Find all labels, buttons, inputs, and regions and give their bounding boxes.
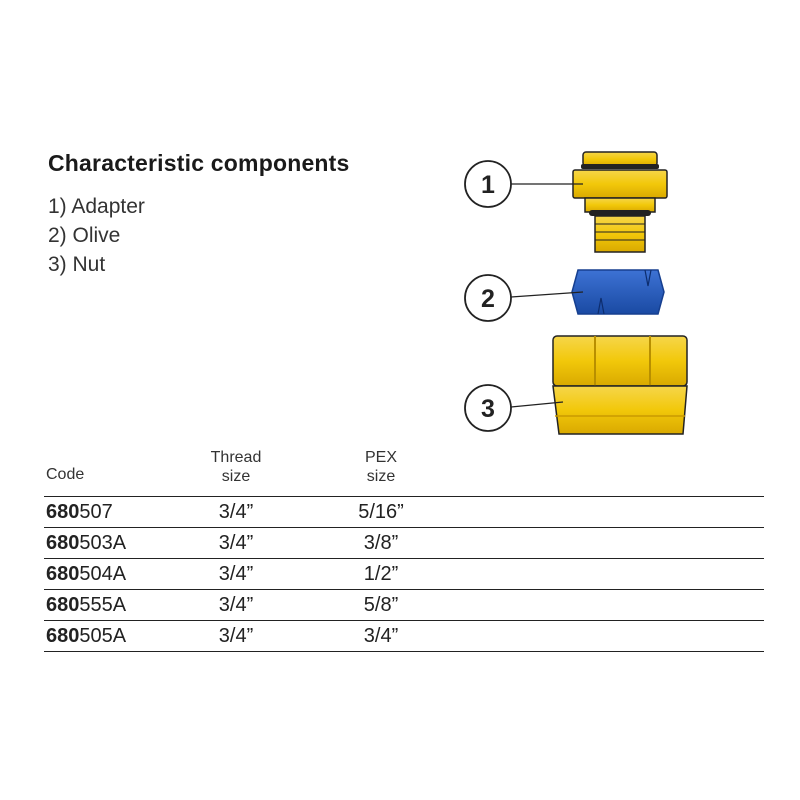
code-suffix: 507 bbox=[79, 501, 113, 523]
component-adapter: 1) Adapter bbox=[48, 195, 145, 218]
adapter-part bbox=[573, 152, 667, 252]
cell-pex-size: 5/8” bbox=[363, 594, 399, 616]
code-prefix: 680 bbox=[46, 532, 80, 554]
table-row bbox=[44, 496, 764, 527]
cell-pex-size: 1/2” bbox=[363, 563, 399, 585]
cell-thread-size: 3/4” bbox=[218, 501, 254, 523]
component-olive: 2) Olive bbox=[48, 224, 121, 247]
code-prefix: 680 bbox=[46, 594, 80, 616]
cell-thread-size: 3/4” bbox=[218, 594, 254, 616]
code-suffix: 505A bbox=[79, 625, 127, 647]
cell-thread-size: 3/4” bbox=[218, 625, 254, 647]
cell-pex-size: 3/4” bbox=[363, 625, 399, 647]
code-prefix: 680 bbox=[46, 563, 80, 585]
code-suffix: 503A bbox=[79, 532, 127, 554]
cell-code bbox=[46, 501, 113, 524]
callout-3-label: 3 bbox=[481, 395, 495, 423]
code-prefix: 680 bbox=[46, 625, 80, 647]
page-title: Characteristic components bbox=[48, 150, 350, 176]
cell-code bbox=[46, 563, 126, 586]
header-thread-line1: Thread bbox=[210, 449, 262, 466]
table-row bbox=[44, 527, 764, 558]
cell-code bbox=[46, 594, 126, 617]
cell-pex-size: 5/16” bbox=[358, 501, 404, 523]
olive-part bbox=[572, 270, 664, 314]
component-nut: 3) Nut bbox=[48, 253, 106, 276]
component-list bbox=[48, 192, 145, 279]
cell-code bbox=[46, 532, 126, 555]
header-pex-line1: PEX bbox=[364, 449, 397, 466]
cell-thread-size: 3/4” bbox=[218, 532, 254, 554]
cell-code bbox=[46, 625, 126, 648]
header-thread-size bbox=[196, 448, 276, 486]
callout-1-label: 1 bbox=[481, 171, 495, 199]
header-thread-line2: size bbox=[221, 468, 251, 485]
callout-3 bbox=[465, 385, 563, 431]
code-suffix: 555A bbox=[79, 594, 127, 616]
header-code: Code bbox=[46, 466, 85, 483]
callout-2-label: 2 bbox=[481, 285, 495, 313]
callout-1 bbox=[465, 161, 583, 207]
cell-pex-size: 3/8” bbox=[363, 532, 399, 554]
table-row bbox=[44, 620, 764, 652]
table-row bbox=[44, 589, 764, 620]
cell-thread-size: 3/4” bbox=[218, 563, 254, 585]
nut-part bbox=[553, 336, 687, 434]
table-body bbox=[44, 496, 764, 652]
code-prefix: 680 bbox=[46, 501, 80, 523]
fitting-components-illustration bbox=[455, 140, 695, 440]
header-pex-line2: size bbox=[366, 468, 396, 485]
code-suffix: 504A bbox=[79, 563, 127, 585]
table-row bbox=[44, 558, 764, 589]
callout-2 bbox=[465, 275, 583, 321]
header-pex-size bbox=[346, 448, 416, 486]
